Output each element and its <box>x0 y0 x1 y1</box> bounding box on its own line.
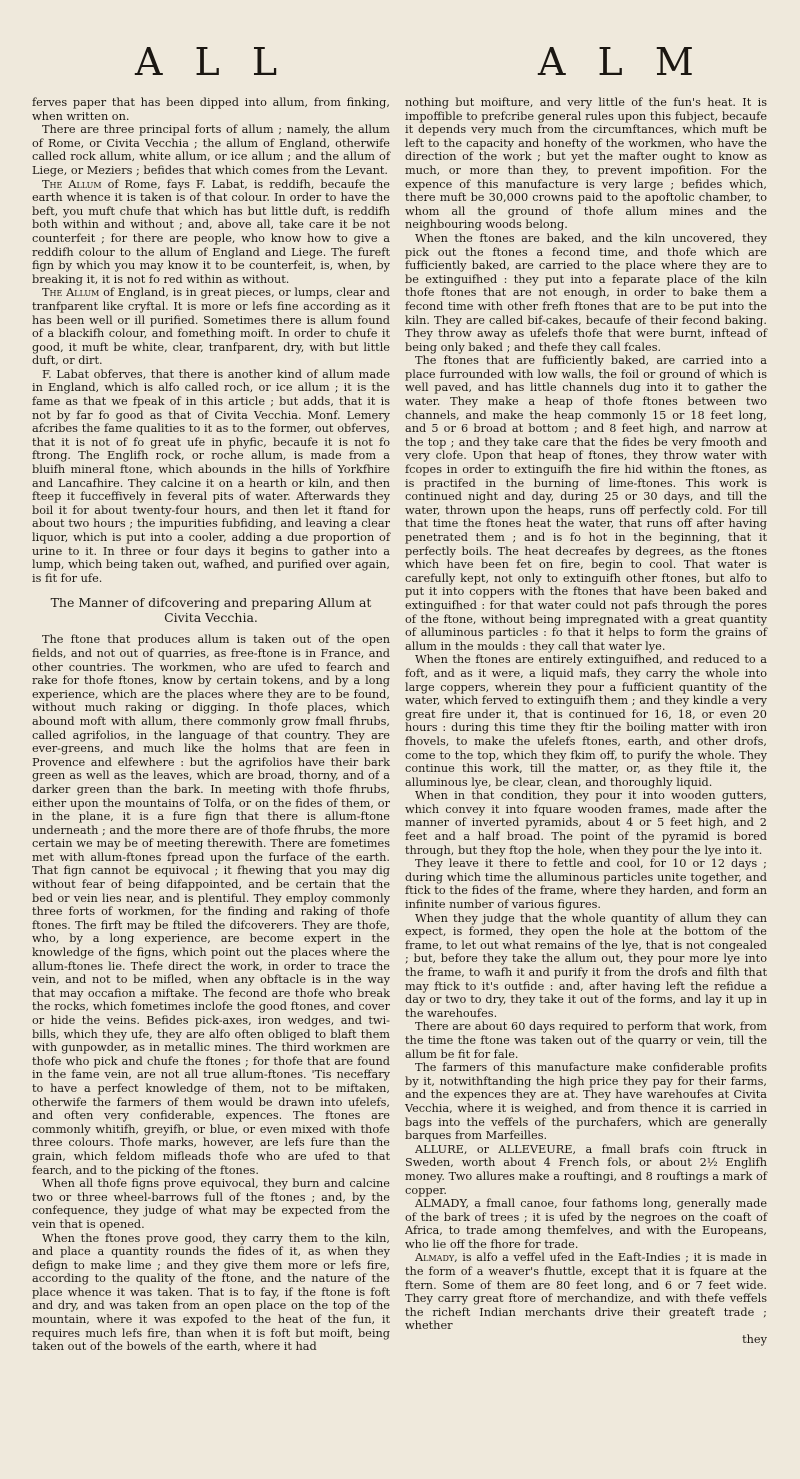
left-column <box>32 96 390 1354</box>
paragraph: The ftone that produces allum is taken out of the open fields, and not out of quarries, as free-ftone is in France, and other countries. The workmen, who are ufed to fearch and rake for thofe ftones, know by certain tokens, and by a long experience, which are the places where they are to be found, without much raking or digging. In thofe places, which abound moft with allum, there commonly grow fmall fhrubs, called agrifolios, in the language of that country. They are ever-greens, and much like the holms that are feen in Provence and elfewhere : but the agrifolios have their bark green as well as the leaves, which are broad, thorny, and of a darker green than the bark. In meeting with thofe fhrubs, either upon the mountains of Tolfa, or on the fides of them, or in the plane, it is a fure fign that there is allum-ftone underneath ; and the more there are of thofe fhrubs, the more certain we may be of meeting therewith. There are fometimes met with allum-ftones fpread upon the furface of the earth. That fign cannot be equivocal ; it fhewing that you may dig without fear of being difappointed, and be certain that the bed or vein lies near, and is plentiful. They employ commonly three forts of workmen, for the finding and raking of thofe ftones. The firft may be ftiled the difcoverers. They are thofe, who, by a long experience, are become expert in the knowledge of the figns, which point out the places where the allum-ftones lie. Thefe direct the work, in order to trace the vein, and not to be mifled, when any obftacle is in the way that may occafion a miftake. The fecond are thofe who break the rocks, which fometimes inclofe the good ftones, and cover or hide the veins. Befides pick-axes, iron wedges, and twi-bills, which they ufe, they are alfo often obliged to blaft them with gunpowder, as in metallic mines. The third workmen are thofe who pick and chufe the ftones ; for thofe that are found in the fame vein, are not all true allum-ftones. 'Tis neceffary to have a perfect knowledge of them, not to be miftaken, otherwife the farmers of them would be drawn into ufelefs, and often very confiderable, expences. The ftones are commonly whitifh, greyifh, or blue, or even mixed with thofe three colours. Thofe marks, however, are lefs fure than the grain, which feldom mifleads thofe who are ufed to that fearch, and to the picking of the ftones. <box>32 633 390 1177</box>
run-in-term: The Allum <box>42 286 100 300</box>
paragraph: When the ftones are baked, and the kiln uncovered, they pick out the ftones a fecond time, and thofe which are fufficiently baked, are carried to the place where they are to be extinguifhed : they put into a feparate place of the kiln thofe ftones that are not enough, in order to bake them a fecond time with other frefh ftones that are to be put into the kiln. They are called bif-cakes, becaufe of their fecond baking. They throw away as ufelefs thofe that were burnt, inftead of being only baked ; and thefe they call fcales. <box>405 231 767 354</box>
run-in-term: Almady, <box>415 1251 458 1265</box>
paragraph <box>32 178 390 287</box>
paragraph-text: of England, is in great pieces, or lumps, clear and tranfparent like cryftal. It is more or lefs fine according as it has been well or ill purified. Sometimes there is allum found of a blackifh colour, and fomething moift. In order to chufe it good, it muft be white, clear, tranfparent, dry, with but little duft, or dirt. <box>32 286 390 368</box>
running-header-right: A L M <box>538 40 704 84</box>
paragraph: The farmers of this manufacture make confiderable profits by it, notwithftanding the high price they pay for their farms, and the expences they are at. They have warehoufes at Civita Vecchia, where it is weighed, and from thence it is carried in bags into the veffels of the purchafers, which are generally barques from Marfeilles. <box>405 1061 767 1143</box>
paragraph-text: is alfo a veffel ufed in the Eaft-Indies ; it is made in the form of a weaver's fhuttle, except that it is fquare at the ftern. Some of them are 80 feet long, and 6 or 7 feet wide. They carry great ftore of merchandize, and with thefe veffels the richeft Indian merchants drive their greateft trade ; whether <box>405 1251 767 1333</box>
paragraph: nothing but moifture, and very little of the fun's heat. It is impoffible to prefcribe general rules upon this fubject, becaufe it depends very much from the circumftances, which muft be left to the capacity and honefty of the workmen, who have the direction of the work ; but yet the mafter ought to know as much, or more than they, to prevent impofition. For the expence of this manufacture is very large ; befides which, there muft be 30,000 crowns paid to the apoftolic chamber, to whom all the ground of thofe allum mines and the neighbouring woods belong. <box>405 96 767 232</box>
right-column <box>405 96 767 1347</box>
paragraph: They leave it there to fettle and cool, for 10 or 12 days ; during which time the alluminous particles unite together, and ftick to the fides of the frame, where they harden, and form an infinite number of various figures. <box>405 857 767 912</box>
paragraph: When the ftones are entirely extinguifhed, and reduced to a foft, and as it were, a liquid mafs, they carry the whole into large coppers, wherein they pour a fufficient quantity of the water, which ferved to extinguifh them ; and they kindle a very great fire under it, that is continued for 16, 18, or even 20 hours : during this time they ftir the boiling matter with iron fhovels, to make the ufelefs ftones, earth, and other drofs, come to the top, which they fkim off, to purify the whole. They continue this work, till the matter, or, as they ftile it, the alluminous lye, be clear, clean, and thoroughly liquid. <box>405 653 767 789</box>
paragraph: When the ftones prove good, they carry them to the kiln, and place a quantity rounds the fides of it, as when they defign to make lime ; and they give them more or lefs fire, according to the quality of the ftone, and the nature of the place whence it was taken. That is to fay, if the ftone is foft and dry, and was taken from an open place on the top of the mountain, where it was expofed to the heat of the fun, it requires much lefs fire, than when it is foft but moift, being taken out of the bowels of the earth, where it had <box>32 1231 390 1354</box>
paragraph: The ftones that are fufficiently baked, are carried into a place furrounded with low walls, the foil or ground of which is well paved, and has little channels dug into it to gather the water. They make a heap of thofe ftones between two channels, and make the heap commonly 15 or 18 feet long, and 5 or 6 broad at bottom ; and 8 feet high, and narrow at the top ; and they take care that the fides be very fmooth and very clofe. Upon that heap of ftones, they throw water with fcopes in order to extinguifh the fire hid within the ftones, as is practifed in the burning of lime-ftones. This work is continued night and day, during 25 or 30 days, and till the water, thrown upon the heaps, runs off perfectly cold. For till that time the ftones heat the water, that runs off after having penetrated them ; and is fo hot in the beginning, that it perfectly boils. The heat decreafes by degrees, as the ftones which have been fet on fire, begin to cool. That water is carefully kept, not only to extinguifh other ftones, but alfo to put it into coppers with the ftones that have been baked and extinguifhed : for that water could not pafs through the pores of the ftone, without being impregnated with a great quantity of alluminous particles : fo that it helps to form the grains of allum in the moulds : they call that water lye. <box>405 354 767 653</box>
paragraph: When in that condition, they pour it into wooden gutters, which convey it into fquare wooden frames, made after the manner of inverted pyramids, about 4 or 5 feet high, and 2 feet and a half broad. The point of the pyramid is bored through, but they ftop the hole, when they pour the lye into it. <box>405 789 767 857</box>
catchword: they <box>742 1333 767 1347</box>
dictionary-entry <box>405 1251 767 1333</box>
paragraph-text: of Rome, fays F. Labat, is reddifh, becaufe the earth whence it is taken is of that colour. In order to have the beft, you muft chufe that which has but little duft, is reddifh both within and without ; and, above all, take care it be not counterfeit ; for there are people, who know how to give a reddifh colour to the allum of England and Liege. The fureft fign by which you may know it to be counterfeit, is, when, by breaking it, it is not fo red within as without. <box>32 177 390 286</box>
paragraph: When all thofe figns prove equivocal, they burn and calcine two or three wheel-barrows full of the ftones ; and, by the confequence, they judge of what may be expected from the vein that is opened. <box>32 1177 390 1231</box>
paragraph: When they judge that the whole quantity of allum they can expect, is formed, they open the hole at the bottom of the frame, to let out what remains of the lye, that is not congealed ; but, before they take the allum out, they pour more lye into the frame, to wafh it and purify it from the drofs and filth that may ftick to it's outfide : and, after having left the refidue a day or two to dry, they take it out of the forms, and lay it up in the warehoufes. <box>405 911 767 1020</box>
run-in-term: The Allum <box>42 177 102 191</box>
paragraph: ferves paper that has been dipped into allum, from finking, when written on. <box>32 96 390 123</box>
dictionary-entry: ALMADY, a fmall canoe, four fathoms long, generally made of the bark of trees ; it is ufed by the negroes on the coaft of Africa, to trade among themfelves, and with the Europeans, who lie off the fhore for trade. <box>405 1197 767 1251</box>
running-header-left: A L L <box>135 40 288 84</box>
paragraph: There are about 60 days required to perform that work, from the time the ftone was taken out of the quarry or vein, till the allum be fit for fale. <box>405 1020 767 1061</box>
dictionary-entry: ALLURE, or ALLEVEURE, a fmall brafs coin ftruck in Sweden, worth about 4 French fols, or about 2½ Englifh money. Two allures make a rouftingi, and 8 rouftings a mark of copper. <box>405 1142 767 1197</box>
section-heading: The Manner of difcovering and preparing Allum at Civita Vecchia. <box>50 595 372 626</box>
paragraph: There are three principal forts of allum ; namely, the allum of Rome, or Civita Vecchia ; the allum of England, otherwife called rock allum, white allum, or ice allum ; and the allum of Liege, or Meziers ; befides that which comes from the Levant. <box>32 123 390 177</box>
paragraph: F. Labat obferves, that there is another kind of allum made in England, which is alfo called roch, or ice allum ; it is the fame as that we fpeak of in this article ; but adds, that it is not by far fo good as that of Civita Vecchia. Monf. Lemery afcribes the fame qualities to it as to the former, out obferves, that it is not of fo great ufe in phyfic, becaufe it is not fo ftrong. The Englifh rock, or roche allum, is made from a bluifh mineral ftone, which abounds in the hills of Yorkfhire and Lancafhire. They calcine it on a hearth or kiln, and then fteep it fucceffively in feveral pits of water. Afterwards they boil it for about twenty-four hours, and then let it ftand for about two hours ; the impurities fubfiding, and leaving a clear liquor, which is put into a cooler, adding a due proportion of urine to it. In three or four days it begins to gather into a lump, which being taken out, wafhed, and purified over again, is fit for ufe. <box>32 367 390 585</box>
paragraph <box>32 286 390 368</box>
